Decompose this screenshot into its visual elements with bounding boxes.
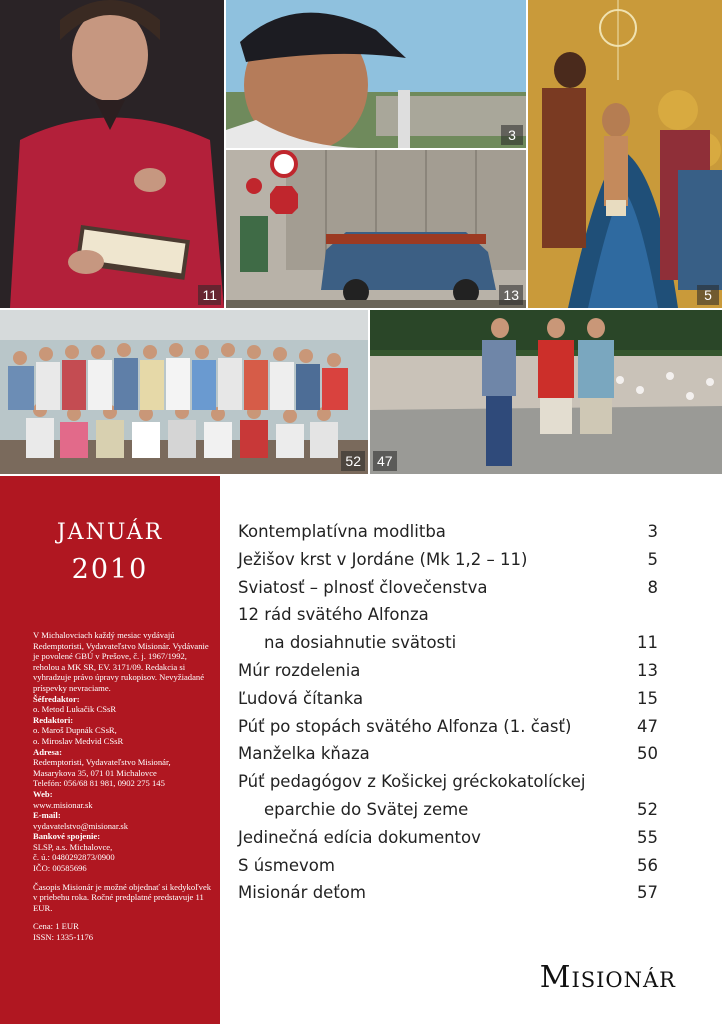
toc-entry-title: 12 rád svätého Alfonza xyxy=(238,605,429,625)
phone: Telefón: 056/68 81 981, 0902 275 145 xyxy=(33,778,165,789)
toc-entry-page: 57 xyxy=(637,883,658,903)
toc-entry-title: Ježišov krst v Jordáne (Mk 1,2 – 11) xyxy=(238,549,528,569)
toc-entry-title: Jedinečná edícia dokumentov xyxy=(238,827,481,847)
address-line-1: Redemptoristi, Vydavateľstvo Misionár, xyxy=(33,757,171,768)
toc-entry xyxy=(238,657,658,685)
photo-page-number: 47 xyxy=(373,451,397,471)
address-label: Adresa: xyxy=(33,746,62,757)
toc-entry-page: 55 xyxy=(637,827,658,847)
toc-entry-title: Púť pedagógov z Košickej gréckokatolíckej xyxy=(238,772,586,792)
toc-entry-page: 47 xyxy=(637,716,658,736)
toc-entry-title: na dosiahnutie svätosti xyxy=(264,633,457,653)
table-of-contents xyxy=(238,518,658,907)
photo-baptism-icon xyxy=(528,0,722,308)
toc-entry-page: 56 xyxy=(637,855,658,875)
photo-page-number: 11 xyxy=(198,285,221,305)
bank-label: Bankové spojenie: xyxy=(33,831,101,842)
photo-saint-alphonsus xyxy=(0,0,224,308)
editor-1: o. Maroš Dupnák CSsR, xyxy=(33,725,117,736)
toc-entry xyxy=(238,601,658,629)
toc-entry xyxy=(238,546,658,574)
address-line-2: Masarykova 35, 071 01 Michalovce xyxy=(33,767,157,778)
toc-entry-page: 52 xyxy=(637,799,658,819)
photo-page-number: 3 xyxy=(501,125,523,145)
email-label: E-mail: xyxy=(33,810,61,821)
toc-entry-title: Ľudová čítanka xyxy=(238,688,364,708)
photo-three-men xyxy=(370,310,722,474)
toc-entry-title: Múr rozdelenia xyxy=(238,660,361,680)
toc-entry-page: 50 xyxy=(637,744,658,764)
imprint-text xyxy=(33,630,215,943)
toc-entry xyxy=(238,713,658,741)
toc-entry-page: 8 xyxy=(647,577,658,597)
toc-entry xyxy=(238,852,658,880)
toc-entry xyxy=(238,879,658,907)
toc-entry xyxy=(238,768,658,796)
price: Cena: 1 EUR xyxy=(33,921,79,932)
chief-editor-label: Šéfredaktor: xyxy=(33,693,80,704)
photo-man-in-cap xyxy=(226,0,526,148)
bank-line-2: č. ú.: 0480292873/0900 xyxy=(33,852,115,863)
toc-entry xyxy=(238,824,658,852)
editor-2: o. Miroslav Medvid CSsR xyxy=(33,735,124,746)
issue-year: 2010 xyxy=(71,554,149,585)
photo-group-pilgrims xyxy=(0,310,368,474)
toc-entry xyxy=(238,740,658,768)
toc-entry-title: eparchie do Svätej zeme xyxy=(264,799,469,819)
photo-page-number: 13 xyxy=(499,285,523,305)
toc-entry xyxy=(238,629,658,657)
toc-entry-page: 11 xyxy=(637,633,658,653)
toc-entry-title: Kontemplatívna modlitba xyxy=(238,522,446,541)
toc-entry-title: Púť po stopách svätého Alfonza (1. časť) xyxy=(238,716,572,736)
ico: IČO: 00585696 xyxy=(33,863,87,874)
toc-entry-page: 13 xyxy=(637,660,658,680)
toc-entry-title: Sviatosť – plnosť človečenstva xyxy=(238,577,488,597)
imprint-sidebar xyxy=(0,476,220,1024)
toc-entry-page: 5 xyxy=(647,549,658,569)
imprint-intro: V Michalovciach každý mesiac vydávajú Redemptoristi, Vydavateľstvo Misionár. Vydávanie je povolené GBÚ v Prešove, č. j. 1967/1992, reholou a MK SR, EV. 3171/09. Redakcia si vyhradzuje právo úpravy rukopisov. Nevyžiadané príspevky nevraciame. xyxy=(33,630,209,693)
bank-line-1: SLSP, a.s. Michalovce, xyxy=(33,841,113,852)
toc-entry xyxy=(238,518,658,546)
toc-entry-title: Misionár deťom xyxy=(238,883,366,903)
toc-entry-page: 15 xyxy=(637,688,658,708)
photo-page-number: 5 xyxy=(697,285,719,305)
magazine-logo: Misionár xyxy=(539,960,676,995)
web-label: Web: xyxy=(33,788,53,799)
web-address: www.misionar.sk xyxy=(33,799,93,810)
photo-berlin-wall xyxy=(226,150,526,308)
toc-entry-page: 3 xyxy=(647,522,658,541)
photo-page-number: 52 xyxy=(341,451,365,471)
subscription-note: Časopis Misionár je možné objednať si kedykoľvek v priebehu roka. Ročné predplatné predstavuje 11 EUR. xyxy=(33,881,212,913)
chief-editor: o. Metod Lukačik CSsR xyxy=(33,704,117,715)
email-address: vydavatelstvo@misionar.sk xyxy=(33,820,129,831)
issue-month: JANUÁR xyxy=(56,520,164,545)
toc-entry xyxy=(238,685,658,713)
toc-entry xyxy=(238,574,658,602)
toc-entry-title: S úsmevom xyxy=(238,855,335,875)
editors-label: Redaktori: xyxy=(33,714,74,725)
issn: ISSN: 1335-1176 xyxy=(33,932,94,943)
toc-entry-title: Manželka kňaza xyxy=(238,744,370,764)
toc-entry xyxy=(238,796,658,824)
